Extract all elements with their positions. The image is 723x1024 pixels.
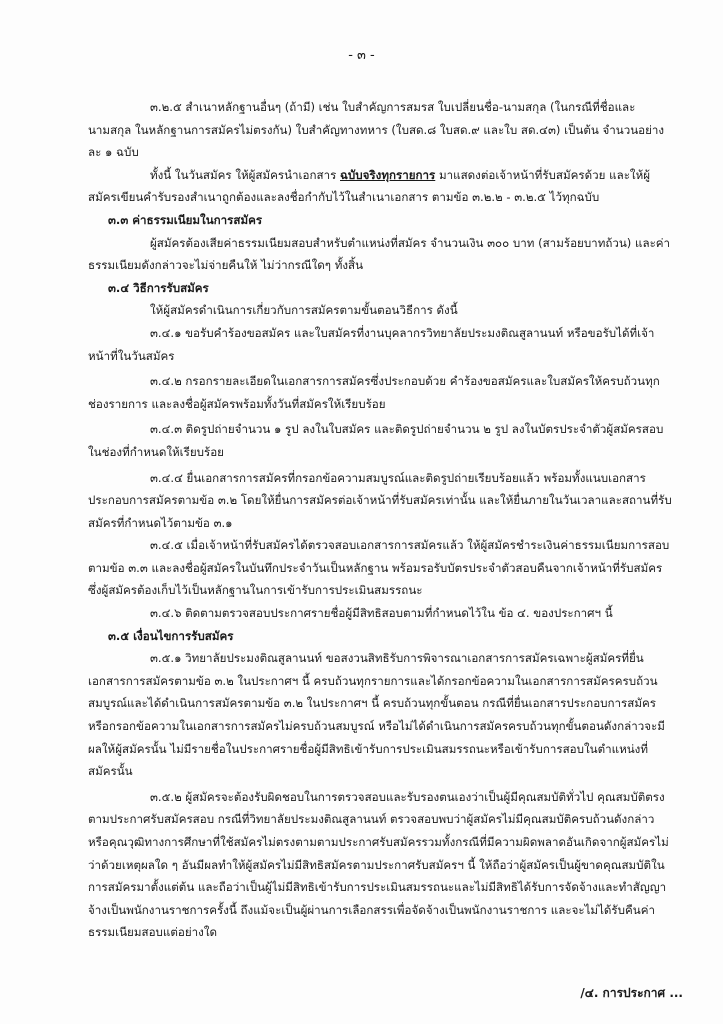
paragraph-3-4-5: ๓.๔.๕ เมื่อเจ้าหน้าที่รับสมัครได้ตรวจสอบเอกสารการสมัครแล้ว ให้ผู้สมัครชำระเงินค่าธรรมเนียมการสอบตามข้อ ๓.๓ และลงชื่อผู้สมัครในบันทึกประจำวันเป็นหลักฐาน พร้อมรอรับบัตรประจำตัวสอบคืนจากเจ้าหน้าที่รับสมัคร ซึ่งผู้สมัครต้องเก็บไว้เป็นหลักฐานในการเข้ารับการประเมินสมรรถนะ <box>88 538 670 598</box>
note-emphasis: ฉบับจริงทุกรายการ <box>340 167 436 182</box>
paragraph-3-3: ผู้สมัครต้องเสียค่าธรรมเนียมสอบสำหรับตำแหน่งที่สมัคร จำนวนเงิน ๓๐๐ บาท (สามร้อยบาทถ้วน) และค่าธรรมเนียมดังกล่าวจะไม่จ่ายคืนให้ ไม่ว่ากรณีใดๆ ทั้งสิ้น <box>88 235 671 273</box>
paragraph-3-4-6: ๓.๔.๖ ติดตามตรวจสอบประกาศรายชื่อผู้มีสิทธิสอบตามที่กำหนดไว้ใน ข้อ ๔. ของประกาศฯ นี้ <box>150 606 613 621</box>
heading-3-3: ๓.๓ ค่าธรรมเนียมในการสมัคร <box>108 212 263 227</box>
paragraph-3-5-2: ๓.๕.๒ ผู้สมัครจะต้องรับผิดชอบในการตรวจสอบและรับรองตนเองว่าเป็นผู้มีคุณสมบัติทั่วไป คุณสมบัติตรงตามประกาศรับสมัครสอบ กรณีที่วิทยาลัยประมงติณสูลานนท์ ตรวจสอบพบว่าผู้สมัครไม่มีคุณสมบัติครบถ้วนดังกล่าว หรือคุณวุฒิทางการศึกษาที่ใช้สมัครไม่ตรงตามตามประกาศรับสมัครรวมทั้งกรณีที่มีความผิดพลาดอันเกิดจากผู้สมัครไม่ว่าด้วยเหตุผลใด ๆ อันมีผลทำให้ผู้สมัครไม่มีสิทธิสมัครตามประกาศรับสมัครฯ นี้ ให้ถือว่าผู้สมัครเป็นผู้ขาดคุณสมบัติในการสมัครมาตั้งแต่ต้น และถือว่าเป็นผู้ไม่มีสิทธิเข้ารับการประเมินสมรรถนะและไม่มีสิทธิได้รับการจัดจ้างและทำสัญญาจ้างเป็นพนักงานราชการครั้งนี้ ถึงแม้จะเป็นผู้ผ่านการเลือกสรรเพื่อจัดจ้างเป็นพนักงานราชการ และจะไม่ได้รับคืนค่าธรรมเนียมสอบแต่อย่างใด <box>88 789 669 940</box>
paragraph-3-4-2: ๓.๔.๒ กรอกรายละเอียดในเอกสารการสมัครซึ่งประกอบด้วย คำร้องขอสมัครและใบสมัครให้ครบถ้วนทุกช่องรายการ และลงชื่อผู้สมัครพร้อมทั้งวันที่สมัครให้เรียบร้อย <box>88 374 660 411</box>
paragraph-3-4: ให้ผู้สมัครดำเนินการเกี่ยวกับการสมัครตามขั้นตอนวิธีการ ดังนี้ <box>150 303 458 318</box>
paragraph-3-5-1: ๓.๕.๑ วิทยาลัยประมงติณสูลานนท์ ขอสงวนสิทธิรับการพิจารณาเอกสารการสมัครเฉพาะผู้สมัครที่ยื่นเอกสารการสมัครตามข้อ ๓.๒ ในประกาศฯ นี้ ครบถ้วนทุกรายการและได้กรอกข้อความในเอกสารการสมัครครบถ้วนสมบูรณ์และได้ดำเนินการสมัครตามข้อ ๓.๒ ในประกาศฯ นี้ ครบถ้วนทุกขั้นตอน กรณีที่ยื่นเอกสารประกอบการสมัคร หรือกรอกข้อความในเอกสารการสมัครไม่ครบถ้วนสมบูรณ์ หรือไม่ได้ดำเนินการสมัครครบถ้วนทุกขั้นตอนดังกล่าวจะมีผลให้ผู้สมัครนั้น ไม่มีรายชื่อในประกาศรายชื่อผู้มีสิทธิเข้ารับการประเมินสมรรถนะหรือเข้ารับการสอบในตำแหน่งที่สมัครนั้น <box>88 651 665 779</box>
note-text-end: มาแสดงต่อเจ้าหน้าที่รับสมัครด้วย และให้ผู้สมัครเขียนคำรับรองสำเนาถูกต้องและลงชื่อกำกับไว้ในสำเนาเอกสาร ตามข้อ ๓.๒.๒ - ๓.๒.๕ ไว้ทุกฉบับ <box>88 167 651 205</box>
paragraph-3-2-5: ๓.๒.๕ สำเนาหลักฐานอื่นๆ (ถ้ามี) เช่น ใบสำคัญการสมรส ใบเปลี่ยนชื่อ-นามสกุล (ในกรณีที่ชื่อและนามสกุล ในหลักฐานการสมัครไม่ตรงกัน) ใบสำคัญทางทหาร (ใบสด.๘ ใบสด.๙ และใบ สด.๔๓) เป็นต้น จำนวนอย่างละ ๑ ฉบับ <box>88 100 665 160</box>
paragraph-3-4-1: ๓.๔.๑ ขอรับคำร้องขอสมัคร และใบสมัครที่งานบุคลากรวิทยาลัยประมงติณสูลานนท์ หรือขอรับได้ที่เจ้าหน้าที่ในวันสมัคร <box>88 325 655 363</box>
paragraph-3-4-4: ๓.๔.๔ ยื่นเอกสารการสมัครที่กรอกข้อความสมบูรณ์และติดรูปถ่ายเรียบร้อยแล้ว พร้อมทั้งแนบเอกสารประกอบการสมัครตามข้อ ๓.๒ โดยให้ยื่นการสมัครต่อเจ้าหน้าที่รับสมัครเท่านั้น และให้ยื่นภายในวันเวลาและสถานที่รับสมัครที่กำหนดไว้ตามข้อ ๓.๑ <box>88 470 672 530</box>
paragraph-3-4-3: ๓.๔.๓ ติดรูปถ่ายจำนวน ๑ รูป ลงในใบสมัคร และติดรูปถ่ายจำนวน ๒ รูป ลงในบัตรประจำตัวผู้สมัครสอบในช่องที่กำหนดให้เรียบร้อย <box>88 422 664 459</box>
continuation-footer: /๔. การประกาศ ... <box>580 986 683 1000</box>
heading-3-4: ๓.๔ วิธีการรับสมัคร <box>108 280 209 295</box>
heading-3-5: ๓.๕ เงื่อนไขการรับสมัคร <box>108 628 234 643</box>
page-number: - ๓ - <box>348 48 375 63</box>
document-body <box>88 96 673 944</box>
note-text-start: ทั้งนี้ ในวันสมัคร ให้ผู้สมัครนำเอกสาร <box>150 167 341 182</box>
paragraph-note <box>88 164 673 209</box>
